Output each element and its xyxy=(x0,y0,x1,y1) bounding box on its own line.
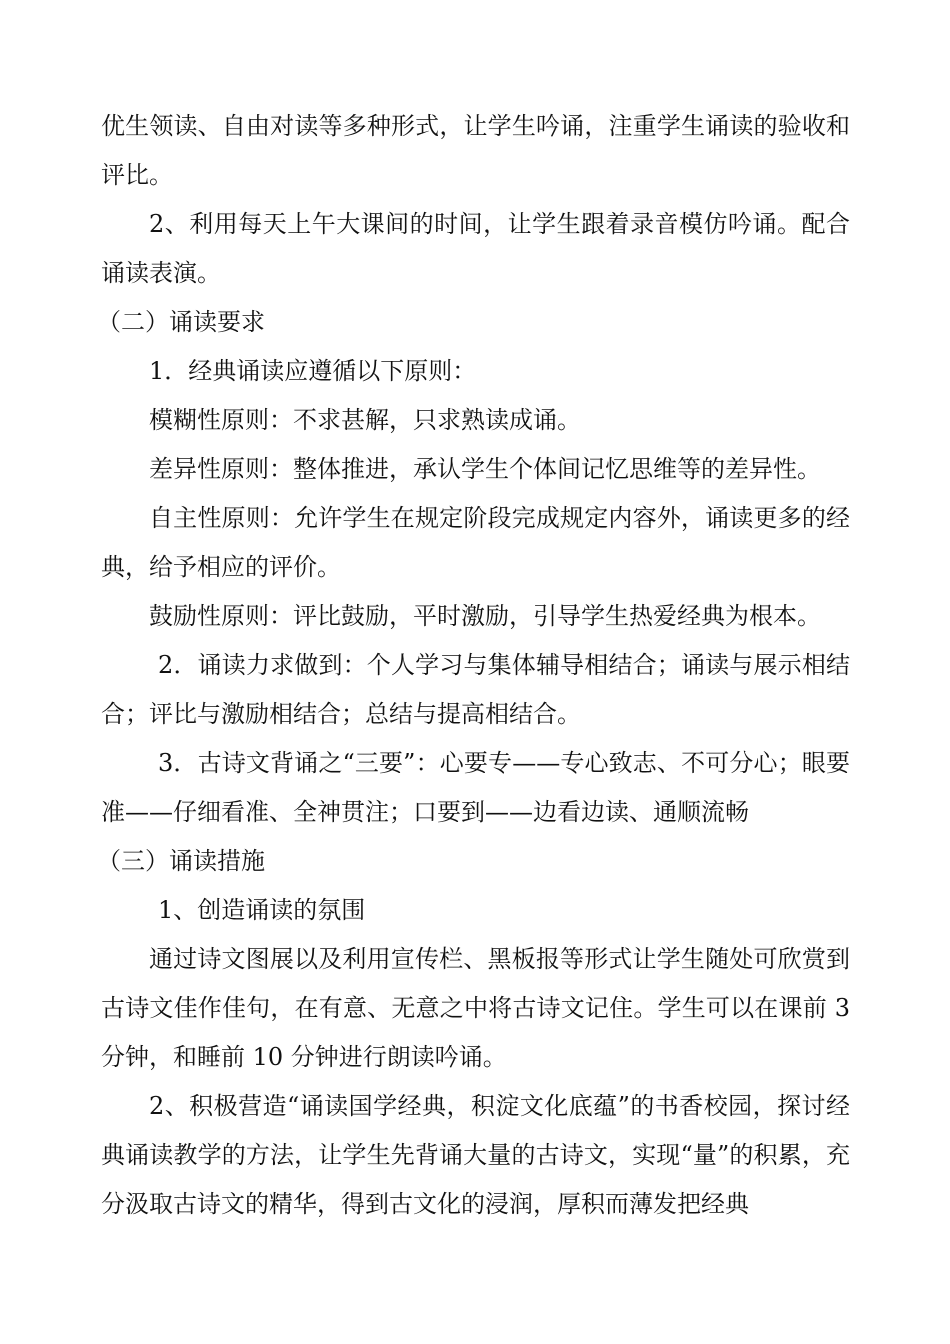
paragraph-item-2-recitation: 2、利用每天上午大课间的时间，让学生跟着录音模仿吟诵。配合诵读表演。 xyxy=(101,210,850,287)
paragraph-reading-forms: 优生领读、自由对读等多种形式，让学生吟诵，注重学生诵读的验收和评比。 xyxy=(101,112,850,189)
paragraph-combinations: 2．诵读力求做到：个人学习与集体辅导相结合；诵读与展示相结合；评比与激励相结合；总结与提高相结合。 xyxy=(101,651,850,728)
paragraph-principle-fuzzy: 模糊性原则：不求甚解，只求熟读成诵。 xyxy=(149,406,581,434)
paragraph-principle-encouragement: 鼓励性原则：评比鼓励，平时激励，引导学生热爱经典为根本。 xyxy=(149,602,821,630)
section-heading-requirements: （二）诵读要求 xyxy=(97,308,265,336)
paragraph-three-requirements: 3．古诗文背诵之“三要”：心要专——专心致志、不可分心；眼要准——仔细看准、全神贯注；口要到——边看边读、通顺流畅 xyxy=(101,749,850,826)
section-heading-measures: （三）诵读措施 xyxy=(97,847,265,875)
paragraph-measure-2-body: 2、积极营造“诵读国学经典，积淀文化底蕴”的书香校园，探讨经典诵读教学的方法，让学生先背诵大量的古诗文，实现“量”的积累，充分汲取古诗文的精华，得到古文化的浸润，厚积而薄发把经典 xyxy=(101,1092,850,1218)
paragraph-measure-1-body: 通过诗文图展以及利用宣传栏、黑板报等形式让学生随处可欣赏到古诗文佳作佳句，在有意、无意之中将古诗文记住。学生可以在课前 3 分钟，和睡前 10 分钟进行朗读吟诵。 xyxy=(101,945,850,1071)
paragraph-principle-difference: 差异性原则：整体推进，承认学生个体间记忆思维等的差异性。 xyxy=(149,455,821,483)
paragraph-principle-autonomy: 自主性原则：允许学生在规定阶段完成规定内容外，诵读更多的经典，给予相应的评价。 xyxy=(101,504,850,581)
paragraph-measure-1-title: 1、创造诵读的氛围 xyxy=(158,896,366,924)
document-body xyxy=(97,102,850,1229)
paragraph-principles-intro: 1．经典诵读应遵循以下原则： xyxy=(149,357,477,385)
